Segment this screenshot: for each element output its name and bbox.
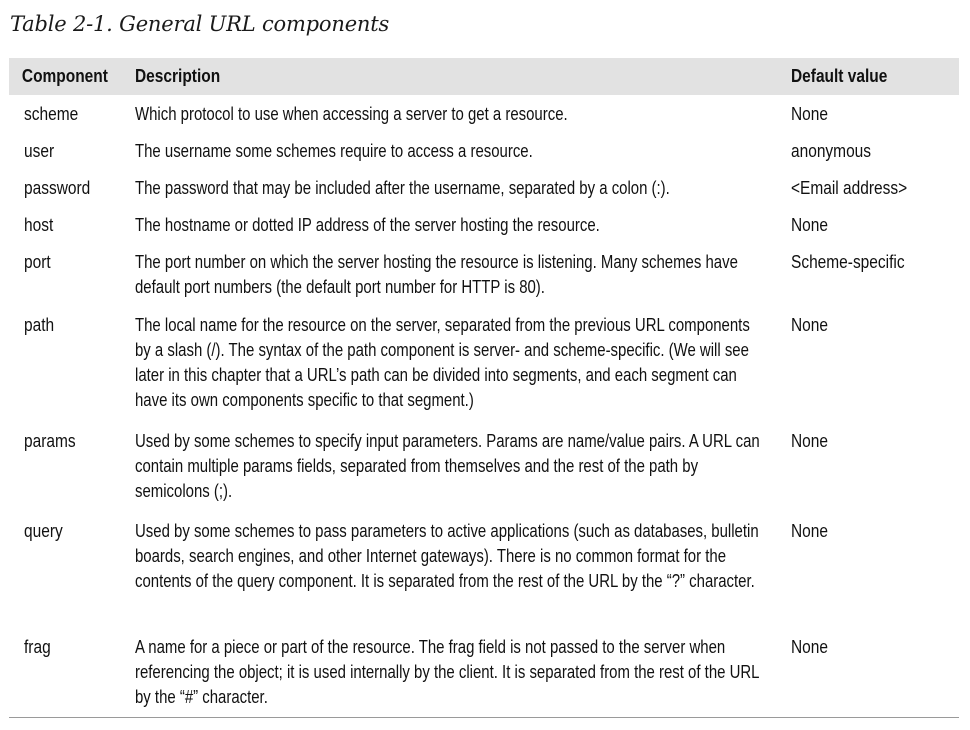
table-row-scheme (9, 102, 959, 139)
table-row-host (9, 213, 959, 250)
description-cell: The local name for the resource on the server, separated from the previous URL components by a slash (/). The syntax of the path component is server- and scheme-specific. (We will see later in this chapter that a URL’s path can be divided into segments, and each segment can have its own components specific to that segment.) (135, 315, 750, 410)
component-cell: port (24, 252, 51, 272)
component-cell: user (24, 141, 55, 161)
component-cell: params (24, 431, 76, 451)
table-row-query (9, 519, 959, 635)
header-component: Component (21, 66, 108, 86)
default-value-cell: None (791, 315, 829, 335)
default-value-cell: anonymous (791, 141, 872, 161)
component-cell: query (24, 521, 63, 541)
default-value-cell: Scheme-specific (791, 252, 905, 272)
default-value-cell: None (791, 431, 829, 451)
default-value-cell: <Email address> (791, 178, 908, 198)
component-cell: scheme (24, 104, 79, 124)
description-cell: A name for a piece or part of the resource. The frag field is not passed to the server when referencing the object; it is used internally by the client. It is separated from the rest of the URL by the “#” character. (135, 637, 759, 707)
component-cell: host (24, 215, 54, 235)
description-cell: Used by some schemes to specify input parameters. Params are name/value pairs. A URL can contain multiple params fields, separated from themselves and the rest of the path by semicolons (;). (135, 431, 760, 501)
table-row-path (9, 313, 959, 429)
header-default-value: Default value (791, 66, 888, 86)
table-row-password (9, 176, 959, 213)
header-description: Description (135, 66, 221, 86)
table-row-user (9, 139, 959, 176)
description-cell: The port number on which the server hosting the resource is listening. Many schemes have default port numbers (the default port number for HTTP is 80). (135, 252, 738, 297)
default-value-cell: None (791, 521, 829, 541)
description-cell: The password that may be included after the username, separated by a colon (:). (135, 178, 670, 198)
url-components-table (9, 58, 959, 715)
table-row-params (9, 429, 959, 519)
table-caption: Table 2-1. General URL components (10, 12, 390, 36)
table-header-row (9, 58, 959, 95)
default-value-cell: None (791, 215, 829, 235)
description-cell: The username some schemes require to access a resource. (135, 141, 533, 161)
component-cell: frag (24, 637, 51, 657)
description-cell: Used by some schemes to pass parameters to active applications (such as databases, bulletin boards, search engines, and other Internet gateways). There is no common format for the contents of the query component. It is separated from the rest of the URL by the “?” character. (135, 521, 759, 591)
default-value-cell: None (791, 104, 829, 124)
table-row-frag (9, 635, 959, 715)
description-cell: The hostname or dotted IP address of the server hosting the resource. (135, 215, 600, 235)
table-row-port (9, 250, 959, 313)
default-value-cell: None (791, 637, 829, 657)
component-cell: password (24, 178, 91, 198)
description-cell: Which protocol to use when accessing a server to get a resource. (135, 104, 568, 124)
component-cell: path (24, 315, 55, 335)
table-bottom-rule (9, 717, 959, 718)
